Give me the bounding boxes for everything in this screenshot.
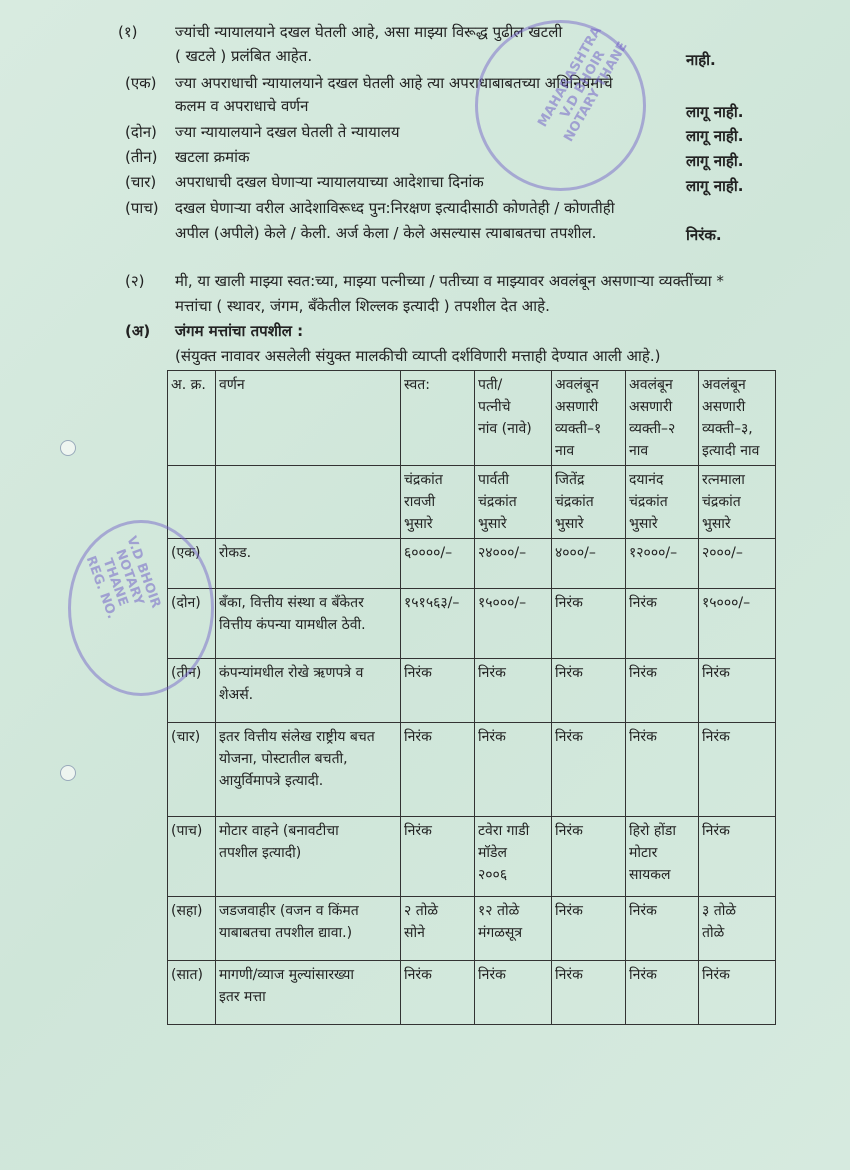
section2-number: (२) (125, 272, 145, 290)
table-cell: अवलंबून असणारी व्यक्ती–१ नाव (552, 371, 626, 466)
table-cell: रोकड. (216, 539, 401, 589)
table-cell: (एक) (168, 539, 216, 589)
table-cell: पती/ पत्नीचे नांव (नावे) (475, 371, 552, 466)
punch-hole-bottom (60, 765, 76, 781)
table-cell: (सात) (168, 961, 216, 1025)
table-cell: निरंक (552, 723, 626, 817)
table-cell: निरंक (552, 897, 626, 961)
section2-text-line2: मत्तांचा ( स्थावर, जंगम, बँकेतील शिल्लक इत्यादी ) तपशील देत आहे. (175, 297, 550, 315)
table-header-row (168, 371, 776, 466)
table-cell: निरंक (699, 659, 776, 723)
table-cell: निरंक (401, 961, 475, 1025)
item5-text-line1: दखल घेणाऱ्या वरील आदेशाविरूध्द पुन:निरक्षण इत्यादीसाठी कोणतेही / कोणतीही (175, 199, 615, 217)
table-cell: मोटार वाहने (बनावटीचा तपशील इत्यादी) (216, 817, 401, 897)
table-cell: निरंक (626, 897, 699, 961)
sectionA-title: जंगम मत्तांचा तपशील : (175, 322, 304, 340)
sectionA-note: (संयुक्त नावावर असलेली संयुक्त मालकीची व्याप्ती दर्शविणारी मत्ताही देण्यात आली आहे.) (175, 347, 661, 365)
table-cell: दयानंद चंद्रकांत भुसारे (626, 466, 699, 539)
table-cell: रत्नमाला चंद्रकांत भुसारे (699, 466, 776, 539)
item4-number: (चार) (125, 173, 157, 191)
notary-stamp-left (68, 520, 214, 696)
table-row (168, 817, 776, 897)
item5-number: (पाच) (125, 199, 159, 217)
table-cell: (सहा) (168, 897, 216, 961)
table-cell: निरंक (552, 659, 626, 723)
table-cell: ३ तोळे तोळे (699, 897, 776, 961)
item2-answer: लागू नाही. (686, 127, 744, 145)
table-row (168, 539, 776, 589)
item3-answer: लागू नाही. (686, 152, 744, 170)
table-cell: निरंक (552, 589, 626, 659)
table-cell: निरंक (552, 817, 626, 897)
item4-answer: लागू नाही. (686, 177, 744, 195)
item1-answer: लागू नाही. (686, 103, 744, 121)
section1-text-line1: ज्यांची न्यायालयाने दखल घेतली आहे, असा माझ्या विरूद्ध पुढील खटली (175, 23, 563, 41)
table-cell: हिरो होंडा मोटार सायकल (626, 817, 699, 897)
section1-answer: नाही. (686, 51, 716, 69)
table-cell: टवेरा गाडी मॉडेल २००६ (475, 817, 552, 897)
table-cell: १२ तोळे मंगळसूत्र (475, 897, 552, 961)
table-cell: निरंक (626, 589, 699, 659)
item4-text: अपराधाची दखल घेणाऱ्या न्यायालयाच्या आदेशाचा दिनांक (175, 173, 484, 191)
table-row (168, 897, 776, 961)
table-cell: बँका, वित्तीय संस्था व बँकेतर वित्तीय कंपन्या यामधील ठेवी. (216, 589, 401, 659)
item2-text: ज्या न्यायालयाने दखल घेतली ते न्यायालय (175, 123, 400, 141)
table-cell: निरंक (626, 961, 699, 1025)
section1-text-line2: ( खटले ) प्रलंबित आहेत. (175, 47, 313, 65)
sectionA-number: (अ) (125, 322, 151, 340)
item5-text-line2: अपील (अपीले) केले / केली. अर्ज केला / केले असल्यास त्याबाबतचा तपशील. (175, 224, 597, 242)
table-cell: ६००००/– (401, 539, 475, 589)
table-cell: ४०००/– (552, 539, 626, 589)
table-cell: निरंक (699, 723, 776, 817)
table-cell: पार्वती चंद्रकांत भुसारे (475, 466, 552, 539)
table-cell: निरंक (475, 723, 552, 817)
table-cell: जडजवाहीर (वजन व किंमत याबाबतचा तपशील द्यावा.) (216, 897, 401, 961)
table-cell: मागणी/व्याज मुल्यांसारख्या इतर मत्ता (216, 961, 401, 1025)
table-cell: निरंक (475, 659, 552, 723)
table-cell: निरंक (626, 723, 699, 817)
table-cell: कंपन्यांमधील रोखे ऋणपत्रे व शेअर्स. (216, 659, 401, 723)
table-cell: निरंक (552, 961, 626, 1025)
item1-text-line2: कलम व अपराधाचे वर्णन (175, 97, 309, 115)
section2-text-line1: मी, या खाली माझ्या स्वत:च्या, माझ्या पत्नीच्या / पतीच्या व माझ्यावर अवलंबून असणाऱ्या व्यक्तींच्या * (175, 272, 724, 290)
table-cell: १५१५६३/– (401, 589, 475, 659)
table-cell: वर्णन (216, 371, 401, 466)
table-row (168, 659, 776, 723)
item3-number: (तीन) (125, 148, 158, 166)
table-row (168, 723, 776, 817)
table-cell: १२०००/– (626, 539, 699, 589)
table-cell: १५०००/– (475, 589, 552, 659)
table-cell: इतर वित्तीय संलेख राष्ट्रीय बचत योजना, पोस्टातील बचती, आयुर्विमापत्रे इत्यादी. (216, 723, 401, 817)
table-cell: २४०००/– (475, 539, 552, 589)
table-cell: निरंक (475, 961, 552, 1025)
table-cell: (दोन) (168, 589, 216, 659)
table-cell: अ. क्र. (168, 371, 216, 466)
table-cell: निरंक (401, 723, 475, 817)
item1-number: (एक) (125, 74, 157, 92)
table-cell: २ तोळे सोने (401, 897, 475, 961)
item1-text-line1: ज्या अपराधाची न्यायालयाने दखल घेतली आहे त्या अपराधाबाबतच्या अधिनियमाचे (175, 74, 613, 92)
table-cell: निरंक (699, 961, 776, 1025)
table-cell: (पाच) (168, 817, 216, 897)
notary-stamp-top-text: MAHARASHTRA V.D BHOIR NOTARY THANE (535, 24, 631, 145)
item2-number: (दोन) (125, 123, 157, 141)
punch-hole-top (60, 440, 76, 456)
table-cell: अवलंबून असणारी व्यक्ती–३, इत्यादी नाव (699, 371, 776, 466)
table-row (168, 961, 776, 1025)
table-cell: २०००/– (699, 539, 776, 589)
table-cell: १५०००/– (699, 589, 776, 659)
table-cell: स्वत: (401, 371, 475, 466)
table-cell: निरंक (699, 817, 776, 897)
movable-assets-table (167, 370, 776, 1025)
table-cell: जितेंद्र चंद्रकांत भुसारे (552, 466, 626, 539)
notary-stamp-top (475, 20, 646, 191)
table-names-row (168, 466, 776, 539)
item5-answer: निरंक. (686, 226, 722, 244)
table-cell: (चार) (168, 723, 216, 817)
notary-stamp-left-text: V.D BHOIR NOTARY THANE REG. NO. (82, 534, 164, 621)
table-cell (216, 466, 401, 539)
table-cell: अवलंबून असणारी व्यक्ती–२ नाव (626, 371, 699, 466)
item3-text: खटला क्रमांक (175, 148, 250, 166)
table-row (168, 589, 776, 659)
table-cell: (तीन) (168, 659, 216, 723)
table-cell: निरंक (401, 659, 475, 723)
table-cell: चंद्रकांत रावजी भुसारे (401, 466, 475, 539)
section1-number: (१) (118, 23, 138, 41)
table-cell: निरंक (626, 659, 699, 723)
table-cell: निरंक (401, 817, 475, 897)
